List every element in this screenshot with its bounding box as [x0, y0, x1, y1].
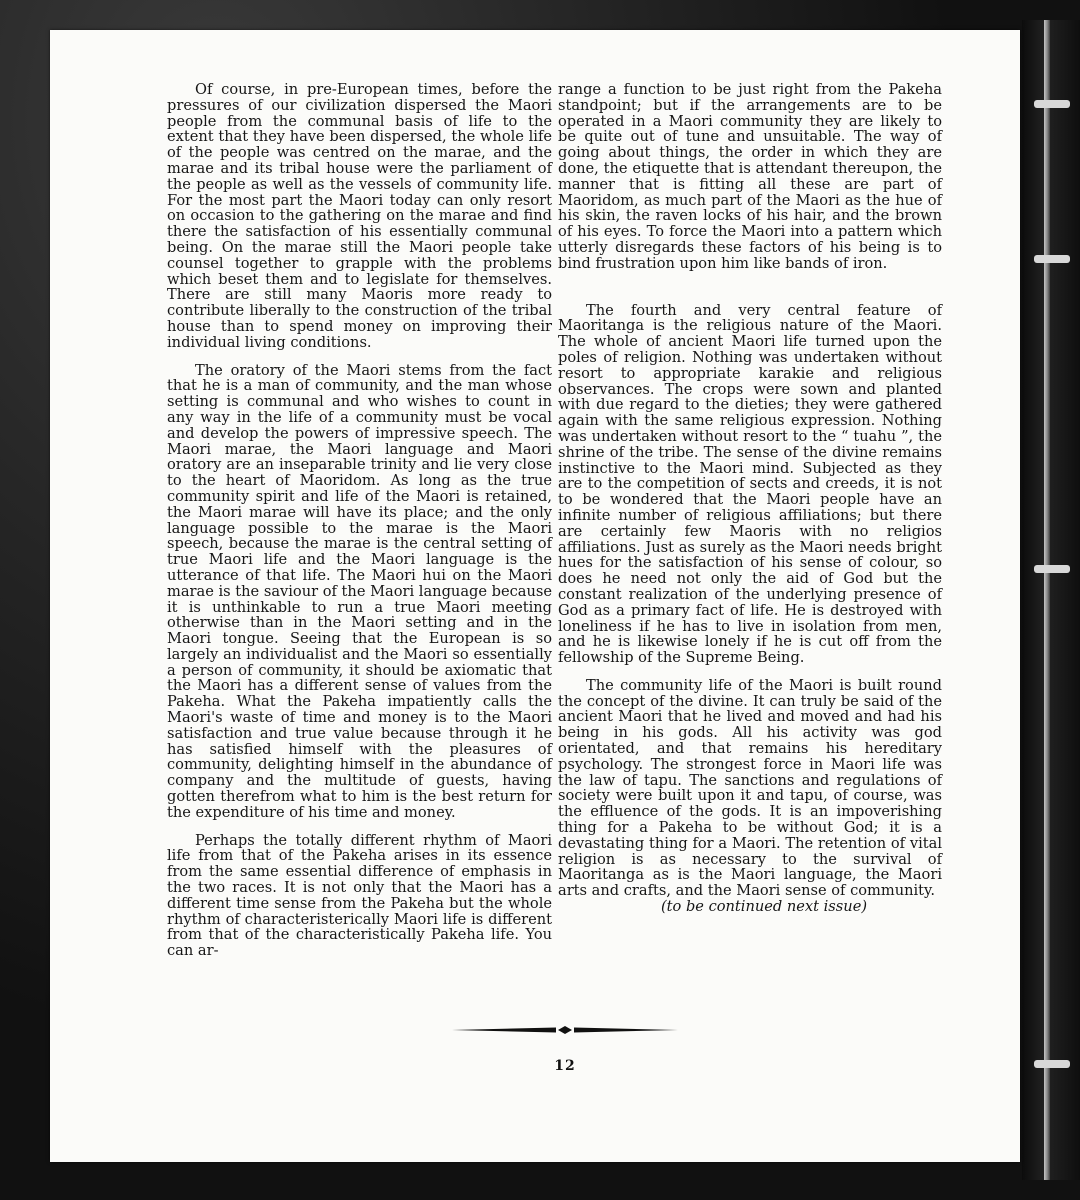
paragraph: range a function to be just right from the Pakeha standpoint; but if the arrangements are to be operated in a Maori community they are likely to be quite out of tune and unsuitable. The way of going about things, the order in which they are done, the etiquette that is attendant thereupon, the manner that is fitting all these are part of Maoridom, as much part of the Maori as the hue of his skin, the raven locks of his hair, and the brown of his eyes. To force the Maori into a pattern which utterly disregards these factors of his being is to bind frustration upon him like bands of iron. [558, 81, 942, 272]
paragraph: The community life of the Maori is built round the concept of the divine. It can truly be said of the ancient Maori that he lived and moved and had his being in his gods. All his activity was god orientated, and that remains his hereditary psychology. The strongest force in Maori life was the law of tapu. The sanctions and regulations of society were built upon it and tapu, of course, was the effluence of the gods. It is an impoverishing thing for a Pakeha to be without God; it is a devastating thing for a Maori. The retention of vital religion is as necessary to the survival of Maoritanga as is the Maori language, the Maori arts and crafts, and the Maori sense of community. [558, 676, 942, 900]
binding-clip [1034, 255, 1070, 263]
binding-wire [1044, 20, 1050, 1180]
continued-note: (to be continued next issue) [660, 898, 868, 916]
left-column [167, 82, 552, 959]
paragraph: The oratory of the Maori stems from the fact that he is a man of community, and the man whose setting is communal and who wishes to count in any way in the life of a community must be vocal and develop the powers of impressive speech. The Maori marae, the Maori language and Maori oratory are an inseparable trinity and lie very close to the heart of Maoridom. As long as the true community spirit and life of the Maori is retained, the Maori marae will have its place; and the only language possible to the marae is the Maori speech, because the marae is the central setting of true Maori life and the Maori language is the utterance of that life. The Maori hui on the Maori marae is the saviour of the Maori language because it is unthinkable to run a true Maori meeting otherwise than in the Maori setting and in the Maori tongue. Seeing that the European is so largely an individualist and the Maori so essentially a person of community, it should be axiomatic that the Maori has a different sense of values from the Pakeha. What the Pakeha impatiently calls the Maori's waste of time and money is to the Maori satisfaction and true value because through it he has satisfied himself with the pleasures of community, delighting himself in the abundance of company and the multitude of guests, having gotten therefrom what to him is the best return for the expenditure of his time and money. [167, 361, 553, 821]
binding-edge [1022, 20, 1080, 1180]
page-number: 12 [554, 1058, 576, 1074]
paragraph: Of course, in pre-European times, before the pressures of our civilization dispersed the Maori people from the communal basis of life to the extent that they have been dispersed, the whole life of the people was centred on the marae, and the marae and its tribal house were the parliament of the people as well as the vessels of community life. For the most part the Maori today can only resort on occasion to the gathering on the marae and find there the satisfaction of his essentially communal being. On the marae still the Maori people take counsel together to grapple with the problems which beset them and to legislate for themselves. There are still many Maoris more ready to contribute liberally to the construction of the tribal house than to spend money on improving their individual living conditions. [167, 81, 552, 351]
paragraph: Perhaps the totally different rhythm of Maori life from that of the Pakeha arises in its essence from the same essential difference of emphasis in the two races. It is not only that the Maori has a different time sense from the Pakeha but the whole rhythm of characteristerically Maori life is different from that of the characteristically Pakeha life. You can ar- [167, 831, 552, 960]
binding-clip [1034, 1060, 1070, 1068]
paragraph: The fourth and very central feature of Maoritanga is the religious nature of the Maori. The whole of ancient Maori life turned upon the poles of religion. Nothing was undertaken without resort to appropriate karakie and religious observances. The crops were sown and planted with due regard to the dieties; they were gathered again with the same religious expression. Nothing was undertaken without resort to the “ tuahu ”, the shrine of the tribe. The sense of the divine remains instinctive to the Maori mind. Subjected as they are to the competition of sects and creeds, it is not to be wondered that the Maori people have an infinite number of religious affiliations; but there are certainly few Maoris with no religios affiliations. Just as surely as the Maori needs bright hues for the satisfaction of his sense of colour, so does he need not only the aid of God but the constant realization of the underlying presence of God as a primary fact of life. He is destroyed with loneliness if he has to live in isolation from men, and he is likewise lonely if he is cut off from the fellowship of the Supreme Being. [558, 301, 942, 667]
right-column [558, 82, 942, 915]
ornament-rule-icon [452, 1026, 678, 1034]
binding-clip [1034, 565, 1070, 573]
binding-clip [1034, 100, 1070, 108]
